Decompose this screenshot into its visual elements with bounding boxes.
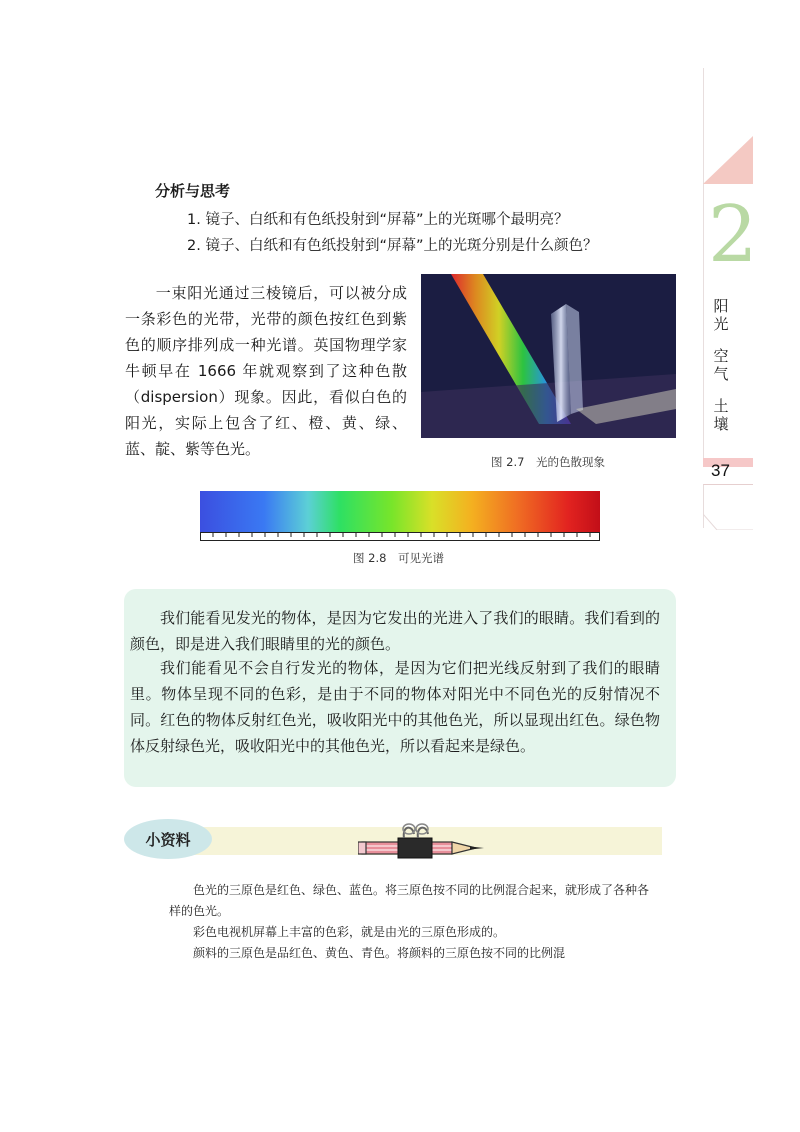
chapter-title [711,297,731,433]
body-paragraph [125,280,407,462]
page-number: 37 [711,461,730,480]
chapter-title-part-3: 土壤 [713,397,729,433]
discussion-heading: 分析与思考 [155,182,231,200]
visible-spectrum-bar [200,491,600,532]
figure-2-7-caption: 图 2.7 光的色散现象 [491,455,605,469]
note-paragraph-1: 色光的三原色是红色、绿色、蓝色。将三原色按不同的比例混合起来，就形成了各种各样的色光。 [169,883,650,918]
chapter-title-part-2: 空气 [713,347,729,383]
pencil-clip-icon [358,822,488,862]
info-paragraph-2: 我们能看见不会自行发光的物体，是因为它们把光线反射到了我们的眼睛里。物体呈现不同的色彩，是由于不同的物体对阳光中不同色光的反射情况不同。红色的物体反射红色光，吸收阳光中的其他色光，所以显现出红色。绿色物体反射绿色光，吸收阳光中的其他色光，所以看起来是绿色。 [130,659,660,755]
info-paragraph-1: 我们能看见发光的物体，是因为它发出的光进入了我们的眼睛。我们看到的颜色，即是进入我们眼睛里的光的颜色。 [130,609,660,653]
chapter-title-part-1: 阳光 [713,297,729,333]
tab-corner-decoration [703,136,753,184]
note-paragraph-3: 颜料的三原色是品红色、黄色、青色。将颜料的三原色按不同的比例混 [193,946,566,960]
spectrum-ruler [200,532,600,541]
figure-2-8-caption: 图 2.8 可见光谱 [353,551,444,565]
body-paragraph-text: 一束阳光通过三棱镜后，可以被分成一条彩色的光带，光带的颜色按红色到紫色的顺序排列成一种光谱。英国物理学家牛顿早在 1666 年就观察到了这种色散（dispersion）现象。因此，看似白色的阳光，实际上包含了红、橙、黄、绿、蓝、靛、紫等色光。 [125,284,407,458]
note-paragraph-2: 彩色电视机屏幕上丰富的色彩，就是由光的三原色形成的。 [193,925,506,939]
tab-bottom-fold [703,484,753,530]
discussion-question-1: 1. 镜子、白纸和有色纸投射到“屏幕”上的光斑哪个最明亮？ [187,212,569,228]
chapter-number: 2 [708,190,758,280]
prism-dispersion-photo [421,274,676,438]
discussion-question-2: 2. 镜子、白纸和有色纸投射到“屏幕”上的光斑分别是什么颜色？ [187,238,598,254]
note-title: 小资料 [145,831,191,849]
